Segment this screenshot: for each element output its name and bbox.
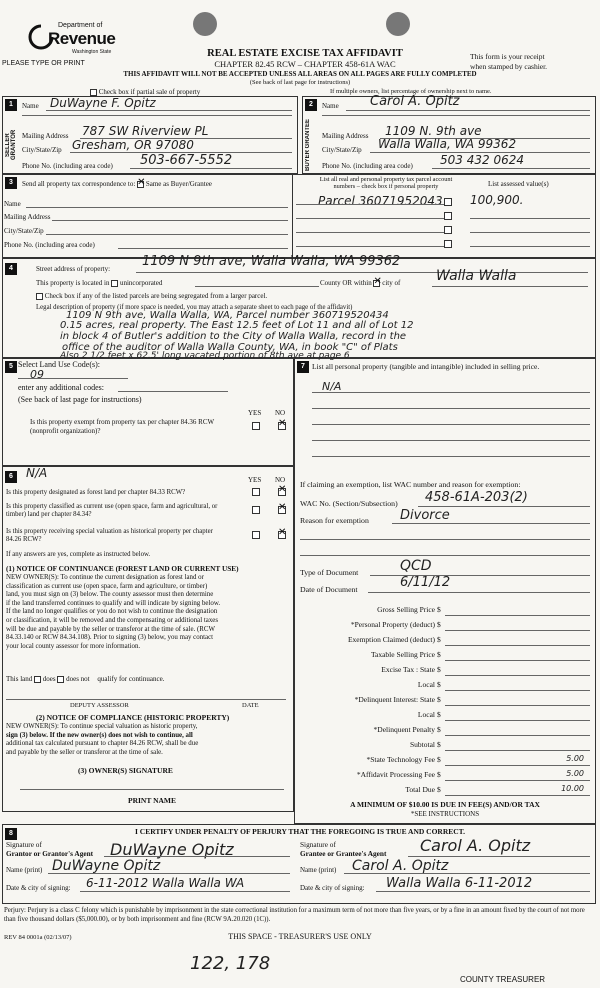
fee-row [300, 784, 590, 798]
located-row [36, 279, 162, 287]
dor-logo [28, 22, 118, 58]
owner-signature-label: (3) OWNER(S) SIGNATURE [78, 766, 173, 775]
grantor-date: 6-11-2012 Walla Walla WA [86, 876, 245, 890]
cont-line: your local county assessor for more information. [6, 642, 141, 650]
fee-line [445, 615, 590, 616]
segregated-label: Check box if any of the listed parcels are being segregated from a larger parcel. [44, 292, 268, 300]
historic-title: (2) NOTICE OF COMPLIANCE (HISTORIC PROPERTY) [36, 713, 230, 722]
fee-label: Local [417, 680, 435, 689]
grantor-date-label: Date & city of signing: [6, 884, 71, 892]
cont-line: will be due and payable by the seller or transferor at the time of sale. (RCW [6, 625, 215, 633]
additional-codes-label: enter any additional codes: [18, 383, 104, 392]
fee-dollar-sign: $ [437, 770, 441, 779]
buyer-mailing: 1109 N. 9th ave [385, 124, 482, 138]
fee-label: Exemption Claimed (deduct) [347, 635, 435, 644]
s5-yes: YES [248, 409, 262, 417]
dept-line2: Revenue [48, 29, 116, 48]
section-num: 7 [297, 361, 309, 373]
s3-name-label: Name [4, 200, 21, 208]
assessed-value: 100,900. [470, 193, 524, 207]
s5-see-back: (See back of last page for instructions) [18, 395, 142, 404]
fee-dollar-sign: $ [437, 740, 441, 749]
fee-dollar-sign: $ [437, 710, 441, 719]
fee-label: *Delinquent Penalty [373, 725, 435, 734]
grantor-sig-label-1: Signature of [6, 840, 42, 849]
s6-na: N/A [26, 466, 48, 480]
city-label: city of [382, 279, 401, 287]
fee-row [300, 709, 590, 723]
same-as-label: Same as Buyer/Grantee [145, 180, 212, 188]
grantee-sig-label-2: Grantee or Grantee's Agent [300, 849, 387, 858]
fee-row [300, 634, 590, 648]
claim-label: If claiming an exemption, list WAC number and reason for exemption: [300, 480, 521, 489]
seller-name: DuWayne F. Opitz [50, 96, 156, 110]
buyer-mailing-label: Mailing Address [322, 132, 369, 140]
fee-row [300, 649, 590, 663]
wac-value: 458-61A-203(2) [425, 490, 528, 505]
grantor-print-label: Name (print) [6, 866, 43, 874]
hist-line: NEW OWNER(S): To continue special valuation as historic property, [6, 723, 198, 730]
legal-line-1: 1109 N 9th ave, Walla Walla, WA, Parcel number 360719520434 [66, 310, 389, 321]
cont-line: 84.33.140 or RCW 84.34.108). Prior to signing (3) below, you may contact [6, 634, 214, 642]
dept-line1: Department of [58, 22, 103, 29]
fee-label: Subtotal [409, 740, 435, 749]
qualify-label: qualify for continuance. [97, 675, 165, 683]
grantee-sig-label [300, 840, 386, 858]
forest-question: Is this property designated as forest land per chapter 84.33 RCW? [6, 489, 186, 496]
buyer-side-label: BUYER GRANTEE [305, 118, 311, 171]
personal-property-value: N/A [322, 380, 342, 393]
fee-value: 5.00 [566, 754, 584, 763]
seller-name-label: Name [22, 102, 39, 110]
s5-no: NO [275, 409, 286, 417]
fee-row [300, 724, 590, 738]
forest-yes-checkbox[interactable] [252, 488, 260, 496]
fee-line [445, 675, 590, 676]
fee-label: *Personal Property (deduct) [350, 620, 435, 629]
fee-dollar-sign: $ [437, 635, 441, 644]
grantor-sig-label-2: Grantor or Grantor's Agent [6, 849, 94, 858]
fee-dollar-sign: $ [437, 620, 441, 629]
partial-sale-row [90, 88, 200, 96]
historic-question: Is this property receiving special valuation as historical property per chapter 84.26 RCW? [6, 528, 213, 543]
fee-line [445, 795, 590, 796]
segregated-row [36, 292, 267, 300]
does-checkbox[interactable] [34, 676, 41, 683]
current-use-no-checkbox[interactable] [278, 506, 286, 514]
cont-line: NEW OWNER(S): To continue the current designation as forest land or [6, 574, 204, 581]
cont-line: or classification, it will be removed and the compensating or additional taxes [6, 616, 219, 624]
section-num: 4 [5, 263, 17, 275]
s6-no: NO [275, 476, 286, 484]
does-not-checkbox[interactable] [57, 676, 64, 683]
treasurer-space: THIS SPACE - TREASURER'S USE ONLY [228, 932, 372, 941]
county-row [320, 275, 401, 287]
fee-dollar-sign: $ [437, 725, 441, 734]
fee-line [445, 660, 590, 661]
personal-property-checkbox-1[interactable] [444, 198, 452, 206]
grantee-date: Walla Walla 6-11-2012 [386, 876, 533, 891]
fees-min-line: A MINIMUM OF $10.00 IS DUE IN FEE(S) AND/OR TAX [350, 800, 540, 809]
buyer-phone: 503 432 0624 [440, 153, 524, 167]
fee-value: 10.00 [561, 784, 584, 793]
section-num: 2 [305, 99, 317, 111]
punch-hole-left [193, 12, 217, 36]
form-title: REAL ESTATE EXCISE TAX AFFIDAVIT [207, 48, 403, 59]
grantor-print-name: DuWayne Opitz [52, 858, 161, 874]
section-num: 5 [5, 361, 17, 373]
fee-row [300, 769, 590, 783]
send-row [22, 176, 212, 188]
seller-mailing-label: Mailing Address [22, 132, 69, 140]
fee-dollar-sign: $ [437, 605, 441, 614]
fee-dollar-sign: $ [437, 695, 441, 704]
fee-label: *Affidavit Processing Fee [356, 770, 435, 779]
seller-phone-label: Phone No. (including area code) [22, 162, 113, 170]
personal-property-checkbox-4[interactable] [444, 240, 452, 248]
print-name-label: PRINT NAME [128, 796, 176, 805]
s3-mailing-label: Mailing Address [4, 213, 51, 221]
buyer-city-label: City/State/Zip [322, 146, 362, 154]
fee-line [445, 690, 590, 691]
street-label: Street address of property: [36, 265, 111, 273]
cont-line: If the land no longer qualifies or you do not wish to continue the designation [6, 608, 218, 616]
fee-line [445, 720, 590, 721]
unincorporated-label: unincorporated [119, 279, 163, 287]
located-label: This property is located in [36, 279, 110, 287]
type-value: QCD [400, 558, 432, 574]
personal-property-label: List all personal property (tangible and intangible) included in selling price. [312, 362, 540, 371]
forest-no-checkbox[interactable] [278, 488, 286, 496]
fee-label: *Delinquent Interest: State [354, 695, 435, 704]
land-use-label: Select Land Use Code(s): [18, 360, 100, 369]
fee-line [445, 630, 590, 631]
fee-dollar-sign: $ [437, 755, 441, 764]
footer-handwritten: 122, 178 [190, 953, 271, 974]
historic-no-checkbox[interactable] [278, 531, 286, 539]
legal-label: Legal description of property (if more space is needed, you may attach a separate sheet to each page of the affidavit) [36, 304, 353, 311]
buyer-name-label: Name [322, 102, 339, 110]
fee-dollar-sign: $ [437, 665, 441, 674]
dept-line3: Washington State [72, 49, 112, 55]
current-use-question: Is this property classified as current use (open space, farm and agricultural, or timber) land per chapter 84.34? [6, 503, 218, 518]
fee-row [300, 739, 590, 753]
fee-line [445, 750, 590, 751]
section-num: 1 [5, 99, 17, 111]
date-label: DATE [242, 702, 259, 709]
partial-sale-label: Check box if partial sale of property [98, 88, 201, 96]
fee-dollar-sign: $ [437, 785, 441, 794]
parcel-number: Parcel 36071952043 [318, 194, 443, 208]
this-land-row [6, 675, 164, 683]
personal-property-checkbox-3[interactable] [444, 226, 452, 234]
grantor-signature: DuWayne Opitz [110, 840, 234, 859]
grantee-sig-label-1: Signature of [300, 840, 336, 849]
city-checkbox[interactable]: ✕ [373, 275, 382, 287]
hist-line: sign (3) below. If the new owner(s) does not wish to continue, all [6, 731, 193, 739]
receipt-line2: when stamped by cashier. [470, 62, 548, 71]
fee-line [445, 765, 590, 766]
fee-row [300, 694, 590, 708]
buyer-phone-label: Phone No. (including area code) [322, 162, 413, 170]
certify-line: I CERTIFY UNDER PENALTY OF PERJURY THAT THE FOREGOING IS TRUE AND CORRECT. [134, 827, 465, 836]
county-treasurer: COUNTY TREASURER [460, 975, 546, 984]
section-num: 3 [5, 177, 17, 189]
land-use-code: 09 [30, 368, 44, 381]
receipt-line1: This form is your receipt [470, 52, 545, 61]
parcel-header-line2: numbers – check box if personal property [333, 183, 439, 190]
fee-row [300, 754, 590, 768]
legal-line-4: office of the auditor of Walla Walla County, WA, in book "C" of Plats [62, 342, 398, 353]
multiple-owners: If multiple owners, list percentage of ownership next to name. [330, 88, 492, 95]
warning-line: THIS AFFIDAVIT WILL NOT BE ACCEPTED UNLESS ALL AREAS ON ALL PAGES ARE FULLY COMPLETED [123, 70, 477, 78]
reason-label: Reason for exemption [300, 516, 369, 525]
if-yes-text: If any answers are yes, complete as instructed below. [6, 551, 151, 558]
partial-sale-checkbox[interactable] [90, 89, 97, 96]
fee-row [300, 679, 590, 693]
grantee-date-label: Date & city of signing: [300, 884, 365, 892]
current-use-yes-checkbox[interactable] [252, 506, 260, 514]
seller-city: Gresham, OR 97080 [72, 138, 194, 152]
segregated-checkbox[interactable] [36, 293, 43, 300]
seller-mailing: 787 SW Riverview PL [82, 124, 209, 138]
please-type: PLEASE TYPE OR PRINT [2, 60, 85, 67]
buyer-city: Walla Walla, WA 99362 [378, 137, 517, 151]
fee-label: *State Technology Fee [366, 755, 435, 764]
fee-label: Gross Selling Price [377, 605, 435, 614]
form-chapter: CHAPTER 82.45 RCW – CHAPTER 458-61A WAC [214, 59, 396, 69]
unincorporated-checkbox[interactable] [111, 280, 118, 287]
punch-hole-right [386, 12, 410, 36]
county-label: County OR within [320, 279, 372, 287]
s3-phone-label: Phone No. (including area code) [4, 241, 95, 249]
assessed-header: List assessed value(s) [488, 180, 549, 188]
fee-row [300, 664, 590, 678]
doc-date-label: Date of Document [300, 585, 358, 594]
fee-row [300, 604, 590, 618]
fee-line [445, 645, 590, 646]
deputy-label: DEPUTY ASSESSOR [70, 702, 129, 709]
fee-label: Total Due [405, 785, 435, 794]
grantee-signature: Carol A. Opitz [420, 836, 531, 855]
doc-date-value: 6/11/12 [400, 575, 451, 590]
type-label: Type of Document [300, 568, 359, 577]
fee-label: Excise Tax : State [381, 665, 435, 674]
s6-yes: YES [248, 476, 262, 484]
hist-line: and payable by the seller or transferor at the time of sale. [6, 748, 163, 756]
grantor-sig-label [6, 840, 93, 858]
does-not-label: does not [66, 675, 90, 683]
fee-dollar-sign: $ [437, 680, 441, 689]
send-label: Send all property tax correspondence to: [22, 180, 136, 188]
legal-line-2: 0.15 acres, real property. The East 12.5 feet of Lot 11 and all of Lot 12 [60, 320, 414, 331]
fee-line [445, 780, 590, 781]
street-address: 1109 N 9th ave, Walla Walla, WA 99362 [142, 254, 401, 269]
wac-label: WAC No. (Section/Subsection) [300, 499, 398, 508]
exempt-yes-checkbox[interactable] [252, 422, 260, 430]
fee-label: Local [417, 710, 435, 719]
legal-line-3: in block 4 of Butler's addition to the City of Walla Walla, record in the [60, 331, 407, 342]
buyer-name: Carol A. Opitz [370, 94, 460, 109]
hist-line: additional tax calculated pursuant to chapter 84.26 RCW, shall be due [6, 740, 199, 748]
cont-line: classification as current use (open space, farm and agriculture, or timber) [6, 582, 208, 590]
cont-line: land, you must sign on (3) below. The county assessor must then determine [6, 591, 214, 599]
seller-phone: 503-667-5552 [140, 153, 233, 168]
exempt-no-checkbox[interactable] [278, 422, 286, 430]
section-num: 6 [5, 471, 17, 483]
historic-yes-checkbox[interactable] [252, 531, 260, 539]
parcel-header [296, 176, 476, 190]
fee-line [445, 705, 590, 706]
located-city: Walla Walla [436, 268, 517, 284]
fee-line [445, 735, 590, 736]
same-as-checkbox[interactable]: ✕ [137, 176, 146, 188]
exempt-question: Is this property exempt from property tax per chapter 84.36 RCW (nonprofit organization)? [30, 418, 214, 435]
personal-property-checkbox-2[interactable] [444, 212, 452, 220]
continuance-title: (1) NOTICE OF CONTINUANCE (FOREST LAND OR CURRENT USE) [6, 564, 239, 573]
section-num: 8 [5, 828, 17, 840]
s3-city-label: City/State/Zip [4, 227, 44, 235]
historic-body [6, 723, 290, 757]
cont-line: if the land transferred continues to qualify and will indicate by signing below. [6, 599, 221, 607]
fee-label: Taxable Selling Price [370, 650, 435, 659]
reason-value: Divorce [400, 508, 450, 523]
seller-side-label: SELLER GRANTOR [5, 129, 17, 161]
grantee-print-label: Name (print) [300, 866, 337, 874]
legal-line-5: Also 2 1/2 feet x 62.5' long vacated portion of 8th ave at page 6 [60, 351, 350, 361]
this-land-label: This land [6, 675, 33, 683]
does-label: does [42, 675, 56, 683]
see-back: (See back of last page for instructions) [249, 79, 351, 86]
perjury-text: Perjury: Perjury is a class C felony which is punishable by imprisonment in the state correctional institution for a maximum term of not more than five years, or by a fine in an amount fixed by the court of not more than five thousand dollars ($5,000.00), or by both imprisonment and fine (RCW 9A.20.020 (1C)). [4, 907, 585, 923]
fees-see-instructions: *SEE INSTRUCTIONS [410, 810, 480, 818]
parcel-header-line1: List all real and personal property tax parcel account [319, 176, 453, 183]
rev-number: REV 84 0001a (02/13/07) [4, 934, 72, 941]
grantee-print-name: Carol A. Opitz [352, 858, 449, 874]
seller-city-label: City/State/Zip [22, 146, 62, 154]
fee-row [300, 619, 590, 633]
continuance-body [6, 574, 290, 651]
fee-value: 5.00 [566, 769, 584, 778]
fee-dollar-sign: $ [437, 650, 441, 659]
